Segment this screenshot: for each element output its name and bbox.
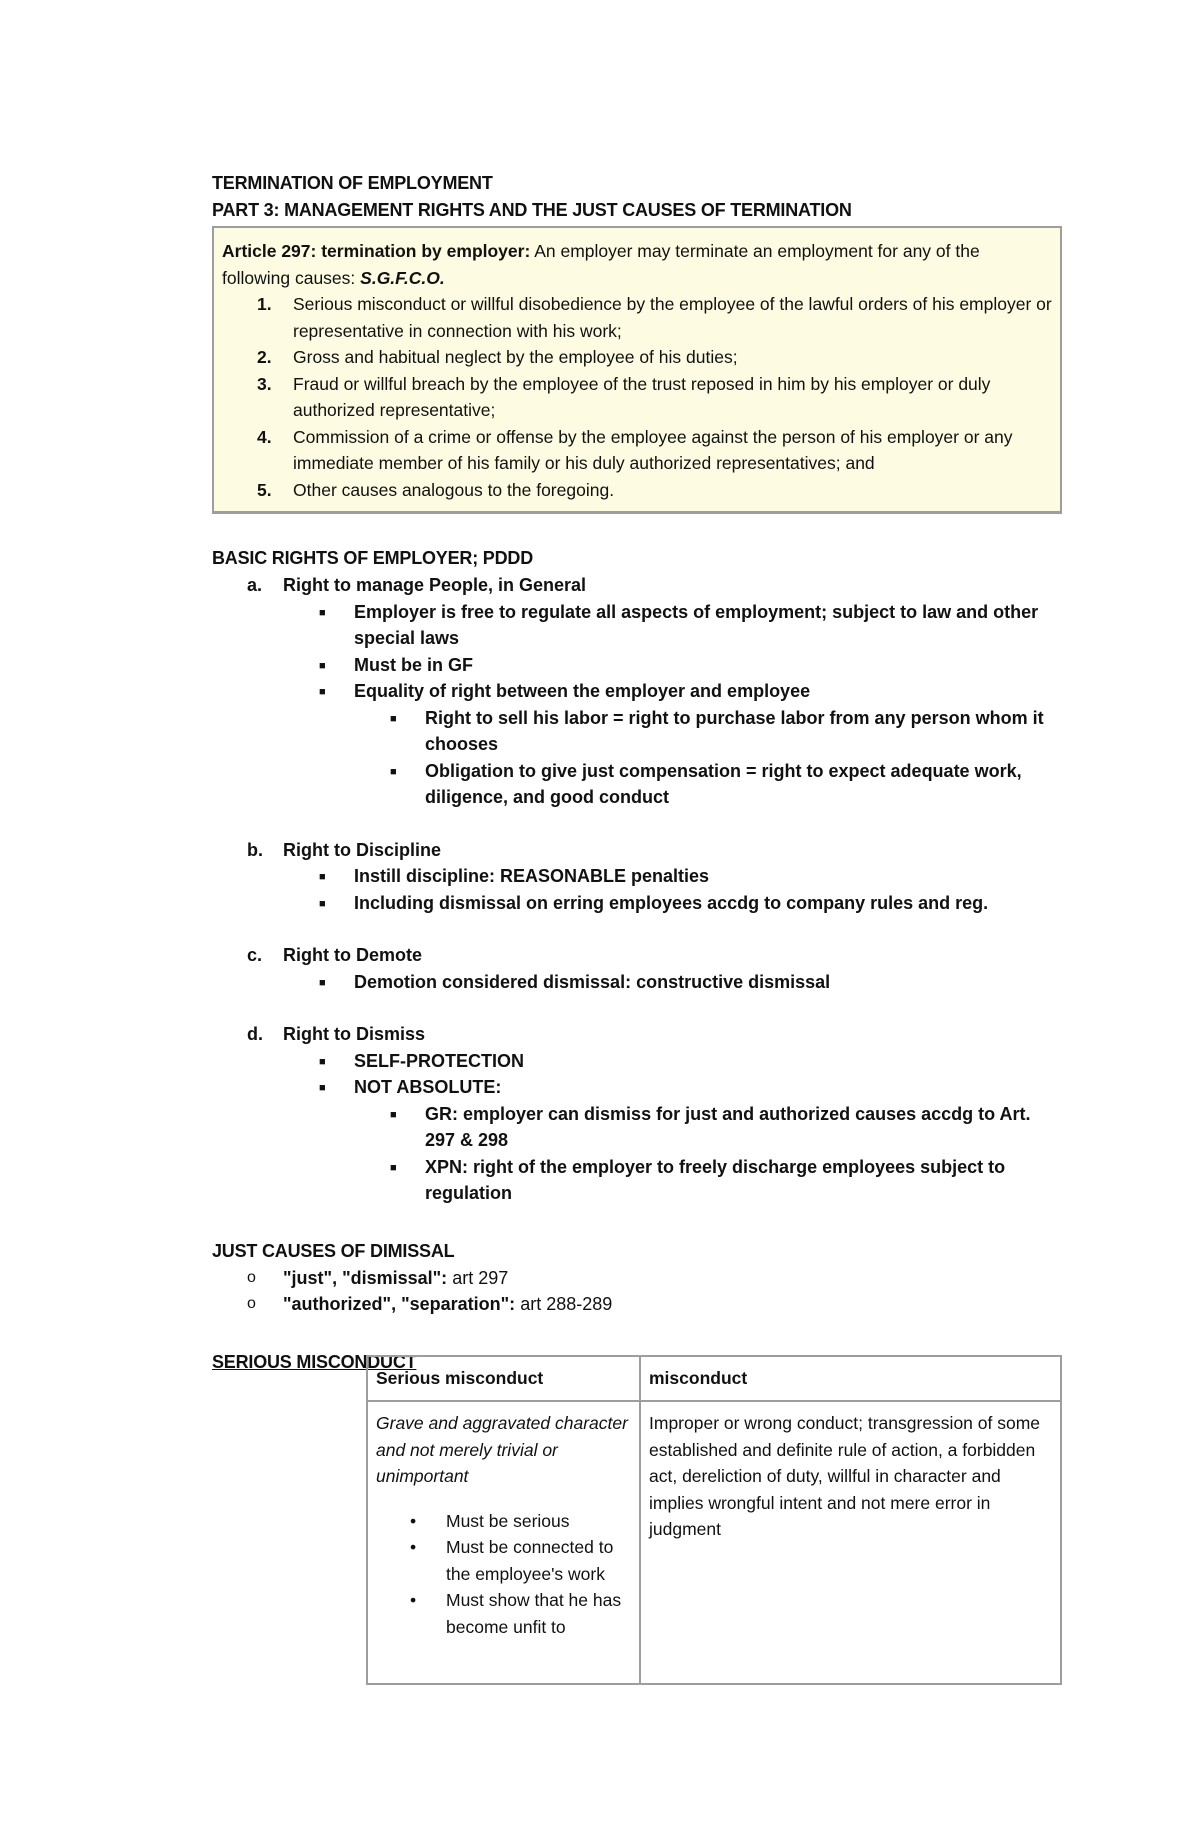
just-causes-list <box>212 1265 1062 1318</box>
serious-definition: Grave and aggravated character and not merely trivial or unimportant <box>376 1413 628 1486</box>
article-cause-list <box>222 291 1052 503</box>
serious-misconduct-heading: SERIOUS MISCONDUCT <box>212 1351 417 1372</box>
right-discipline-title: b. Right to Discipline <box>247 839 442 860</box>
table-header-misconduct: misconduct <box>640 1356 1061 1401</box>
list-item: ■ XPN: right of the employer to freely discharge employees subject to regulation <box>390 1156 1006 1203</box>
list-item: ■ Obligation to give just compensation = right to expect adequate work, diligence, and good conduct <box>390 760 1022 807</box>
document-page <box>212 170 1062 1376</box>
list-item: 3. Fraud or willful breach by the employee of the trust reposed in him by his employer or duly authorized representative; <box>257 373 991 420</box>
table-cell-misconduct: Improper or wrong conduct; transgression of some established and definite rule of action, a forbidden act, dereliction of duty, willful in character and implies wrongful intent and not mere error in judgment <box>640 1401 1061 1684</box>
list-item: ■ Demotion considered dismissal: constructive dismissal <box>319 971 831 992</box>
list-item: ■ Must be in GF <box>319 654 473 675</box>
list-item: ■ GR: employer can dismiss for just and authorized causes accdg to Art. 297 & 298 <box>390 1103 1031 1150</box>
list-item: o "authorized", "separation": art 288-289 <box>247 1294 613 1314</box>
misconduct-table <box>366 1355 1062 1685</box>
document-subtitle: PART 3: MANAGEMENT RIGHTS AND THE JUST CAUSES OF TERMINATION <box>212 200 852 220</box>
right-manage-bullets <box>212 599 1062 811</box>
article-intro-text: An employer may terminate an employment for any of the following causes: <box>222 241 980 288</box>
article-intro <box>222 238 1052 291</box>
list-item: ■ NOT ABSOLUTE: ■ GR: employer can dismiss for just and authorized causes accdg to Art. 297 & 298 ■ XPN: right of the employer to freely discharge employees subject to regulation <box>212 1074 1062 1207</box>
list-item: • Must be connected to the employee's work <box>410 1537 614 1584</box>
list-item: ■ Instill discipline: REASONABLE penalties <box>319 866 710 886</box>
list-item: o "just", "dismissal": art 297 <box>247 1267 509 1288</box>
table-header-serious: Serious misconduct <box>367 1356 640 1401</box>
list-item: ■ Employer is free to regulate all aspects of employment; subject to law and other special laws <box>319 601 1039 648</box>
list-item: • Must be serious <box>410 1510 570 1531</box>
document-title: TERMINATION OF EMPLOYMENT <box>212 173 493 193</box>
list-item: 2. Gross and habitual neglect by the employee of his duties; <box>257 347 738 367</box>
just-causes-heading: JUST CAUSES OF DIMISSAL <box>212 1240 455 1261</box>
article-mnemonic: S.G.F.C.O. <box>360 267 445 288</box>
right-manage-title: a. Right to manage People, in General <box>247 575 587 595</box>
serious-requisites <box>376 1508 631 1641</box>
basic-rights-section <box>212 545 1062 1207</box>
right-dismiss-bullets <box>212 1048 1062 1207</box>
list-item: • Must show that he has become unfit to <box>410 1590 622 1637</box>
list-item: ■ SELF-PROTECTION <box>319 1050 524 1071</box>
table-cell-serious <box>367 1401 640 1684</box>
list-item: ■ Right to sell his labor = right to purchase labor from any person whom it chooses <box>390 707 1044 754</box>
table-row <box>367 1356 1061 1401</box>
right-demote-bullets <box>212 969 1062 996</box>
list-item: 1. Serious misconduct or willful disobedience by the employee of the lawful orders of his employer or representative in connection with his work; <box>257 294 1052 341</box>
list-item: 4. Commission of a crime or offense by the employee against the person of his employer or any immediate member of his family or his duly authorized representatives; and <box>257 426 1013 473</box>
list-item: ■ Including dismissal on erring employees accdg to company rules and reg. <box>319 892 989 913</box>
right-discipline-bullets <box>212 863 1062 916</box>
list-item: 5. Other causes analogous to the foregoing. <box>257 479 615 500</box>
article-label: Article 297: termination by employer: <box>222 241 531 261</box>
article-297-box <box>212 226 1062 514</box>
right-demote-title: c. Right to Demote <box>247 945 422 965</box>
list-item: ■ Equality of right between the employer and employee ■ Right to sell his labor = right to purchase labor from any person whom it chooses ■ Obligation to give just compensation = right to expect adequate work, diligence, and good conduct <box>212 678 1062 811</box>
just-causes-section <box>212 1238 1062 1318</box>
table-row <box>367 1401 1061 1684</box>
right-dismiss-title: d. Right to Dismiss <box>247 1024 426 1044</box>
basic-rights-heading: BASIC RIGHTS OF EMPLOYER; PDDD <box>212 548 534 568</box>
